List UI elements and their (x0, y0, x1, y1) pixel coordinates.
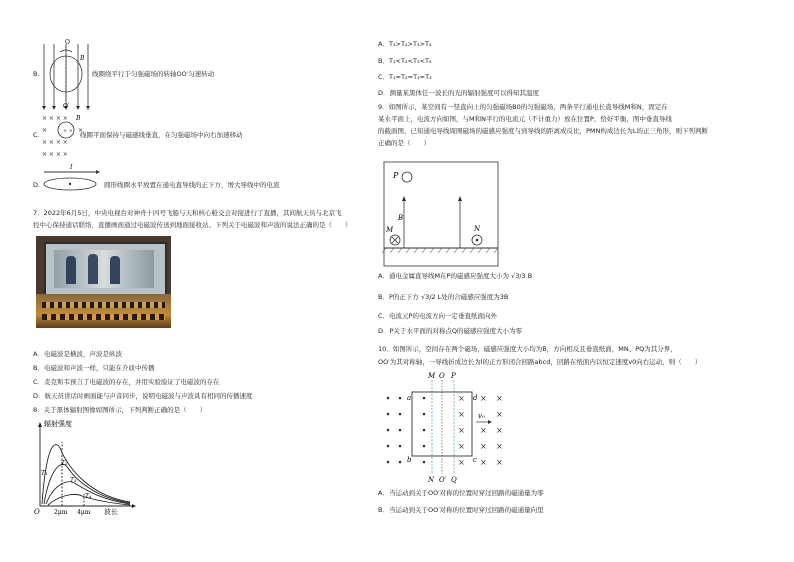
fig9-n-label: N (474, 225, 481, 233)
svg-text:×: × (496, 442, 503, 451)
fig-t1: T₁ (41, 470, 48, 477)
q7-option-c: C．麦克斯韦预言了电磁波的存在，并用实验验证了电磁波的存在 (33, 378, 220, 386)
fig-d-i-label: I (70, 164, 73, 171)
fig10-o-label: O (439, 372, 445, 380)
q10-option-b: B．当运动到关于OO′对称的位置时穿过回路的磁通量向里 (378, 506, 544, 514)
fig10-n-label: N (428, 476, 435, 484)
fig-x-4um: 4μm (77, 509, 91, 516)
fig-t2: T₂ (61, 460, 68, 467)
q7-option-a: A．电磁波是横波，声波是纵波 (33, 350, 122, 358)
fig-origin: O (34, 508, 40, 516)
fig9-b-label: B (398, 214, 404, 222)
q10-stem-line1: 10．如图所示，空间存在两个磁场，磁感应强度大小均为B，方向相反且垂直纸面，MN、PQ为其分界， (378, 345, 677, 353)
fig10-c-label: c (473, 456, 477, 464)
svg-text:×: × (458, 394, 465, 403)
svg-text:×: × (496, 410, 503, 419)
q10-stem-line2: OO′为其对称轴，一导线折成边长为l的正方形闭合回路abcd，回路在纸面内以恒定速度v0向右运动，则（ ） (378, 358, 702, 366)
q9-stem-line1: 9．如图所示，某空间有一竖直向上的匀强磁场B0的匀强磁场，两条平行通电长直导线M和N，固定在 (378, 103, 668, 111)
option-d-figure (40, 162, 102, 192)
fig10-oprime-label: O′ (439, 476, 447, 484)
option-c-label: C. (33, 131, 40, 139)
q8-stem: 8．关于黑体辐射图像如图所示，下列判断正确的是（ ） (33, 406, 207, 414)
fig-c-b-label: B (76, 115, 81, 122)
q9-figure (382, 160, 500, 268)
svg-text:×: × (458, 442, 465, 451)
q8-option-c: C．T₁=T₂=T₃=T₄ (378, 73, 432, 81)
svg-text:× × × ×: × × × × (42, 115, 68, 122)
svg-text:×: × (480, 394, 487, 403)
q9-option-a-text: A．通电金属直导线M在P的磁感应强度大小为 (378, 272, 509, 280)
svg-text:×: × (480, 426, 487, 435)
q8-option-b: B．T₁<T₂<T₃<T₄ (378, 57, 432, 65)
q9-option-b (378, 293, 508, 302)
q10-option-a: A．当运动到关于OO′对称的位置时穿过回路的磁通量为零 (378, 489, 544, 497)
q9-option-b-text: B．P的正下方 (378, 293, 419, 301)
svg-text:× ×: × × (63, 128, 73, 134)
svg-text:×: × (480, 442, 487, 451)
fig-b-o-label: O (65, 39, 70, 46)
svg-text:×: × (42, 127, 48, 134)
fig10-a-label: a (407, 394, 412, 402)
q9-option-d: D．P关于水平面的对称点Q的磁感应强度大小为零 (378, 327, 523, 335)
fig-t4: T₄ (85, 493, 92, 500)
fig10-b-label: b (407, 456, 412, 464)
fig-b-oprime-label: O′ (63, 103, 70, 110)
option-c-text: 线圈平面保持与磁感线垂直，在匀强磁场中向右加速移动 (80, 131, 243, 139)
fig-xunit: 波长 (104, 508, 118, 516)
svg-text:×: × (480, 458, 487, 467)
fig9-p-label: P (393, 171, 399, 180)
fig10-d-label: d (473, 394, 478, 402)
q7-stem-line1: 7．2022年6月5日，中央电视台对神舟十四号飞船与天和核心舱交会对接进行了直播，其间航天员与北京飞 (33, 209, 342, 217)
fig10-q-label: Q (451, 476, 457, 484)
svg-text:×: × (496, 458, 503, 467)
svg-text:× × × ×: × × × × (42, 139, 68, 146)
fig10-m-label: M (428, 372, 436, 380)
q7-option-b: B．电磁波和声波一样，只能在介质中传播 (33, 364, 155, 372)
q9-option-b-value: √3/2 L处的合磁感应强度为3B (420, 293, 509, 301)
q8-option-a: A．T₁>T₂>T₃>T₄ (378, 40, 432, 48)
q9-stem-line3: 的截面图，已知通电导线周围磁场的磁感应强度与到导线的距离成反比，PMN构成边长为L的正三角形，则下列判断 (378, 127, 709, 135)
q9-option-c: C．电流元P的电流方向一定垂直纸面向外 (378, 312, 497, 320)
blackbody-figure (30, 418, 140, 516)
svg-text:×: × (458, 426, 465, 435)
q9-stem-line4: 正确的是（ ） (378, 139, 430, 147)
q7-option-d: D．航天员讲话时画面能与声音同步，说明电磁波与声波具有相同的传播速度 (33, 392, 253, 400)
svg-text:× × × ×: × × × × (42, 151, 68, 158)
fig-t3: T₃ (70, 477, 77, 484)
svg-text:×: × (458, 458, 465, 467)
fig10-v-label: v₀ (478, 412, 485, 420)
broadcast-photo (36, 236, 171, 328)
q9-option-a (378, 272, 532, 281)
fig-ylabel: 辐射强度 (44, 420, 72, 428)
fig10-p-label: P (451, 372, 456, 380)
fig9-m-label: M (386, 226, 394, 234)
q9-option-a-value: √3/3 B (511, 272, 533, 280)
q9-stem-line2: 某水平面上，电流方向如图，与M和N平行的电流元（不计重力）放在位置P，恰好平衡，图中垂直导线 (378, 115, 672, 123)
q10-figure (380, 370, 520, 484)
option-b-label: B. (33, 70, 40, 78)
svg-text:×: × (496, 394, 503, 403)
option-d-text: 圆形线圈水平放置在通电直导线的正下方，增大导线中的电流 (104, 181, 280, 189)
fig-x-2um: 2μm (54, 509, 68, 516)
svg-text:×: × (496, 426, 503, 435)
option-d-label: D. (33, 181, 41, 189)
q8-option-d: D．测量某黑体任一波长的光的辐射强度可以得知其温度 (378, 89, 540, 97)
svg-text:×: × (78, 127, 84, 134)
option-b-text: 线圈绕平行于匀强磁场的转轴OO′匀速转动 (92, 70, 215, 78)
svg-text:×: × (458, 410, 465, 419)
fig-b-b-label: B (80, 55, 85, 62)
q7-stem-line2: 控中心保持通话联络，直播画面通过电磁波传送到地面接收站。下列关于电磁波和声波的说法正确的是（ ） (33, 221, 352, 229)
